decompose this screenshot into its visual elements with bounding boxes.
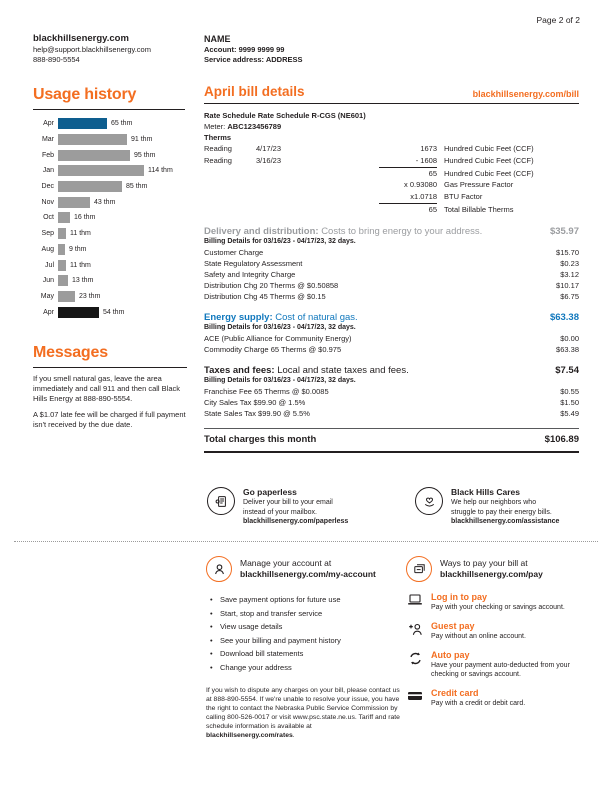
bill-details-header [204, 84, 579, 99]
charge-amount: $6.75 [560, 291, 579, 301]
charge-label: Customer Charge [204, 247, 264, 257]
bullet-text: Change your address [220, 662, 292, 672]
account-bullet [206, 593, 411, 607]
bar-value-label: 16 thm [74, 214, 96, 222]
messages-section [33, 344, 187, 430]
charge-label: City Sales Tax $99.90 @ 1.5% [204, 397, 306, 407]
pay-method-text [431, 621, 526, 641]
reading-label: Reading [204, 155, 232, 165]
bar-value-label: 54 thm [103, 308, 125, 316]
bar-month-label: Oct [43, 214, 54, 222]
charge-row [204, 258, 579, 269]
section-amount: $35.97 [549, 225, 579, 237]
divider [33, 109, 185, 110]
company-contact-block [33, 33, 151, 65]
charge-label: Safety and Integrity Charge [204, 269, 296, 279]
usage-bar [58, 165, 144, 176]
bullet-dot: • [210, 649, 213, 658]
bullet-text: Start, stop and transfer service [220, 608, 323, 618]
ways-to-pay-title [440, 558, 543, 580]
promo-title: Go paperless [243, 487, 297, 497]
reading-label [204, 168, 256, 180]
cares-icon [415, 487, 443, 515]
bill-details-section [204, 84, 579, 453]
section-heading-row [204, 226, 579, 237]
billing-details-line: Billing Details for 03/16/23 - 04/17/23, 32 days. [204, 323, 356, 331]
usage-bar [58, 275, 68, 286]
usage-history-section [33, 86, 185, 320]
usage-bar-row [33, 179, 185, 195]
bullet-dot: • [210, 635, 213, 645]
meter-label: Meter: [204, 122, 226, 131]
charge-amount: $15.70 [556, 247, 579, 257]
ways-to-pay-url: blackhillsenergy.com/pay [440, 569, 543, 579]
charge-row [204, 344, 579, 355]
reading-date: 3/16/23 [256, 155, 282, 165]
promo-url: blackhillsenergy.com/assistance [451, 518, 560, 525]
charge-row [204, 397, 579, 408]
bar-value-label: 11 thm [70, 261, 91, 269]
pay-method-card [406, 688, 581, 708]
bar-month-label: Nov [41, 198, 54, 206]
bar-month-label: Jun [42, 277, 54, 285]
dotted-divider [14, 541, 598, 542]
bar-value-label: 114 thm [148, 167, 173, 175]
pay-method-title: Log in to pay [431, 592, 487, 602]
laptop-icon [406, 592, 424, 612]
usage-bar-row [33, 116, 185, 132]
account-bullet [206, 620, 411, 634]
bullet-text: Download bill statements [220, 649, 304, 658]
promo-row [207, 487, 583, 527]
bar-value-label: 43 thm [94, 198, 116, 206]
charge-label: Commodity Charge 65 Therms @ $0.975 [204, 344, 342, 354]
section-heading-row [204, 365, 579, 376]
usage-bar [58, 212, 70, 223]
charge-amount: $63.38 [556, 344, 579, 354]
usage-bar-row [33, 163, 185, 179]
pay-bill-icon [406, 556, 432, 582]
guest-icon [406, 621, 424, 641]
charge-amount: $10.17 [556, 280, 579, 290]
charge-amount: $0.55 [560, 386, 579, 396]
account-bullet-list [206, 593, 411, 674]
reading-unit: Hundred Cubic Feet (CCF) [444, 144, 534, 153]
bar-month-label: May [40, 292, 54, 300]
account-bullet [206, 661, 411, 675]
divider [204, 103, 579, 104]
reading-value: x 0.93080 [404, 180, 437, 190]
section-amount: $7.54 [555, 364, 579, 376]
reading-unit: Total Billable Therms [444, 204, 514, 214]
charge-row [204, 291, 579, 302]
readings-table [204, 143, 579, 216]
charge-amount: $1.50 [560, 397, 579, 407]
section-heading: Energy supply: Cost of natural gas. [204, 311, 358, 323]
message-paragraph: If you smell natural gas, leave the area immediately and call 911 and then call Black Hills Energy at 888-890-5554. [33, 374, 181, 403]
bar-month-label: Apr [43, 308, 54, 316]
bar-value-label: 11 thm [70, 230, 91, 238]
bill-details-title: April bill details [204, 84, 305, 99]
billing-details-line: Billing Details for 03/16/23 - 04/17/23, 32 days. [204, 376, 356, 384]
charge-label: Distribution Chg 20 Therms @ $0.50858 [204, 280, 339, 290]
charge-row [204, 280, 579, 291]
promo-url: blackhillsenergy.com/paperless [243, 518, 349, 525]
charge-label: State Sales Tax $99.90 @ 5.5% [204, 408, 310, 418]
usage-history-title: Usage history [33, 86, 137, 103]
section-heading: Delivery and distribution: Costs to bring energy to your address. [204, 225, 483, 237]
meter-line [204, 121, 579, 132]
bullet-dot: • [210, 595, 213, 604]
usage-bar-row [33, 132, 185, 148]
total-amount: $106.89 [544, 433, 579, 445]
bar-value-label: 65 thm [111, 120, 133, 128]
charge-label: ACE (Public Alliance for Community Energy) [204, 333, 352, 343]
usage-bar-row [33, 273, 185, 289]
account-bullet [206, 647, 411, 661]
pay-method-text [431, 592, 565, 612]
reading-label: Reading [204, 144, 232, 153]
bullet-dot: • [210, 662, 213, 672]
manage-account-title-line1: Manage your account at [240, 558, 332, 568]
usage-bar [58, 134, 127, 145]
charge-row [204, 269, 579, 280]
disclaimer-text: If you wish to dispute any charges on your bill, please contact us at 888-890-5554. If we're unable to resolve your issue, you have the right to contact the Nebraska Public Service Commission by calling 800-526-0017 or visit www.psc.state.ne.us. Tariff and rate schedule information is available at [206, 687, 400, 730]
usage-bar [58, 307, 99, 318]
company-website: blackhillsenergy.com [33, 33, 129, 44]
reading-row [204, 143, 579, 155]
account-number: Account: 9999 9999 99 [204, 45, 285, 54]
usage-bar-row [33, 242, 185, 258]
pay-method-title: Guest pay [431, 621, 475, 631]
disclaimer-period: . [292, 732, 295, 739]
bar-month-label: Jul [45, 261, 54, 269]
reading-date [256, 191, 318, 204]
bar-month-label: Apr [43, 120, 54, 128]
reading-row [204, 191, 579, 204]
charge-row [204, 247, 579, 258]
reading-unit: Hundred Cubic Feet (CCF) [444, 168, 534, 178]
pay-method-desc: Pay without an online account. [431, 633, 526, 640]
customer-name: NAME [204, 34, 231, 44]
usage-chart [33, 116, 185, 320]
pay-method-title: Auto pay [431, 650, 470, 660]
rate-schedule: Rate Schedule Rate Schedule R-CGS (NE601) [204, 111, 366, 120]
bar-value-label: 9 thm [69, 245, 87, 253]
reading-date: 4/17/23 [256, 144, 282, 153]
usage-bar [58, 291, 75, 302]
pay-method-desc: Pay with a credit or debit card. [431, 700, 526, 707]
section-heading-row [204, 312, 579, 323]
bullet-dot: • [210, 622, 213, 631]
ways-to-pay-section [406, 556, 581, 717]
charge-label: Franchise Fee 65 Therms @ $0.0085 [204, 386, 329, 396]
usage-bar-row [33, 289, 185, 305]
pay-method-text [431, 650, 581, 679]
manage-account-header [206, 556, 411, 582]
reading-value: x1.0718 [318, 191, 437, 204]
bullet-dot: • [210, 608, 213, 618]
bill-section-delivery [204, 226, 579, 302]
usage-bar-row [33, 194, 185, 210]
usage-bar [58, 260, 66, 271]
pay-method-login [406, 592, 581, 612]
promo-text [243, 487, 348, 527]
bullet-text: Save payment options for future use [220, 595, 341, 604]
pay-method-text [431, 688, 525, 708]
bullet-text: View usage details [220, 622, 283, 631]
bar-value-label: 13 thm [72, 277, 94, 285]
messages-paragraphs [33, 374, 187, 430]
reading-date [256, 204, 318, 216]
promo-line: Deliver your bill to your email [243, 499, 333, 506]
pay-method-title: Credit card [431, 688, 479, 698]
ways-to-pay-header [406, 556, 581, 582]
reading-row [204, 155, 579, 168]
charge-label: Distribution Chg 45 Therms @ $0.15 [204, 291, 326, 301]
pay-method-list [406, 592, 581, 708]
reading-unit: Hundred Cubic Feet (CCF) [444, 155, 534, 165]
usage-bar-row [33, 226, 185, 242]
promo-line: instead of your mailbox. [243, 508, 317, 516]
charge-amount: $3.12 [560, 269, 579, 279]
section-heading: Taxes and fees: Local and state taxes and fees. [204, 364, 409, 376]
bar-month-label: Sep [41, 230, 54, 238]
usage-bar-row [33, 210, 185, 226]
service-address: Service address: ADDRESS [204, 55, 303, 64]
usage-bar [58, 118, 107, 129]
card-icon [406, 688, 424, 708]
charge-amount: $0.23 [560, 258, 579, 268]
bill-sections [204, 226, 579, 419]
promo-title: Black Hills Cares [451, 487, 520, 497]
customer-info-block [204, 33, 303, 65]
account-bullet [206, 634, 411, 648]
usage-bar-row [33, 304, 185, 320]
usage-bar [58, 244, 65, 255]
support-email: help@support.blackhillsenergy.com [33, 45, 151, 54]
rates-url: blackhillsenergy.com/rates [206, 732, 293, 739]
charge-amount: $5.49 [560, 408, 579, 418]
usage-bar-row [33, 147, 185, 163]
divider [33, 367, 187, 368]
promo-line: struggle to pay their energy bills. [451, 508, 552, 516]
promo-text [451, 487, 559, 527]
autopay-icon [406, 650, 424, 679]
manage-account-section [206, 556, 411, 740]
bar-value-label: 85 thm [126, 183, 148, 191]
charge-row [204, 386, 579, 397]
manage-account-title [240, 558, 376, 580]
reading-unit: Gas Pressure Factor [444, 180, 514, 190]
bar-value-label: 95 thm [134, 151, 156, 159]
promo-paperless [207, 487, 375, 527]
bill-url: blackhillsenergy.com/bill [472, 89, 579, 99]
usage-bar [58, 181, 122, 192]
reading-unit: BTU Factor [444, 192, 483, 202]
support-phone: 888-890-5554 [33, 55, 80, 64]
pay-method-desc: Have your payment auto-deducted from your checking or savings account. [431, 662, 570, 678]
bar-value-label: 91 thm [131, 136, 153, 144]
bar-month-label: Dec [41, 183, 54, 191]
bar-month-label: Aug [41, 245, 54, 253]
usage-bar [58, 150, 130, 161]
reading-value: 65 [428, 204, 437, 214]
ways-to-pay-title-line1: Ways to pay your bill at [440, 558, 528, 568]
bar-month-label: Jan [42, 167, 54, 175]
total-charges-row [204, 428, 579, 453]
reading-value: - 1608 [318, 155, 437, 168]
billing-details-line: Billing Details for 03/16/23 - 04/17/23, 32 days. [204, 237, 356, 245]
reading-label [204, 191, 256, 204]
bullet-text: See your billing and payment history [220, 635, 341, 645]
charge-row [204, 333, 579, 344]
bar-month-label: Mar [41, 136, 54, 144]
therms-label: Therms [204, 133, 232, 142]
charge-label: State Regulatory Assessment [204, 258, 303, 268]
reading-value: 1673 [420, 144, 437, 153]
reading-row [204, 168, 579, 180]
meter-value: ABC123456789 [227, 122, 282, 131]
bill-section-taxes-fees [204, 365, 579, 419]
reading-date [256, 168, 318, 180]
bar-month-label: Feb [41, 151, 54, 159]
reading-row [204, 204, 579, 216]
account-person-icon [206, 556, 232, 582]
reading-row [204, 179, 579, 191]
dispute-disclaimer [206, 686, 402, 740]
reading-date [256, 179, 318, 191]
page-number: Page 2 of 2 [536, 15, 580, 25]
reading-label [204, 179, 256, 191]
usage-bar [58, 197, 90, 208]
usage-bar [58, 228, 66, 239]
promo-cares [415, 487, 583, 527]
pay-method-autopay [406, 650, 581, 679]
promo-line: We help our neighbors who [451, 499, 537, 506]
charge-row [204, 408, 579, 419]
messages-title: Messages [33, 344, 108, 361]
pay-method-desc: Pay with your checking or savings account. [431, 604, 565, 611]
bill-section-energy-supply [204, 312, 579, 355]
manage-account-url: blackhillsenergy.com/my-account [240, 569, 376, 579]
section-amount: $63.38 [549, 311, 579, 323]
total-label: Total charges this month [204, 433, 317, 445]
pay-method-guest [406, 621, 581, 641]
paperless-icon [207, 487, 235, 515]
message-paragraph: A $1.07 late fee will be charged if full payment isn't received by the due date. [33, 410, 186, 429]
reading-label [204, 204, 256, 216]
bar-value-label: 23 thm [79, 292, 101, 300]
reading-value: 65 [428, 168, 437, 178]
usage-bar-row [33, 257, 185, 273]
charge-amount: $0.00 [560, 333, 579, 343]
account-bullet [206, 607, 411, 621]
